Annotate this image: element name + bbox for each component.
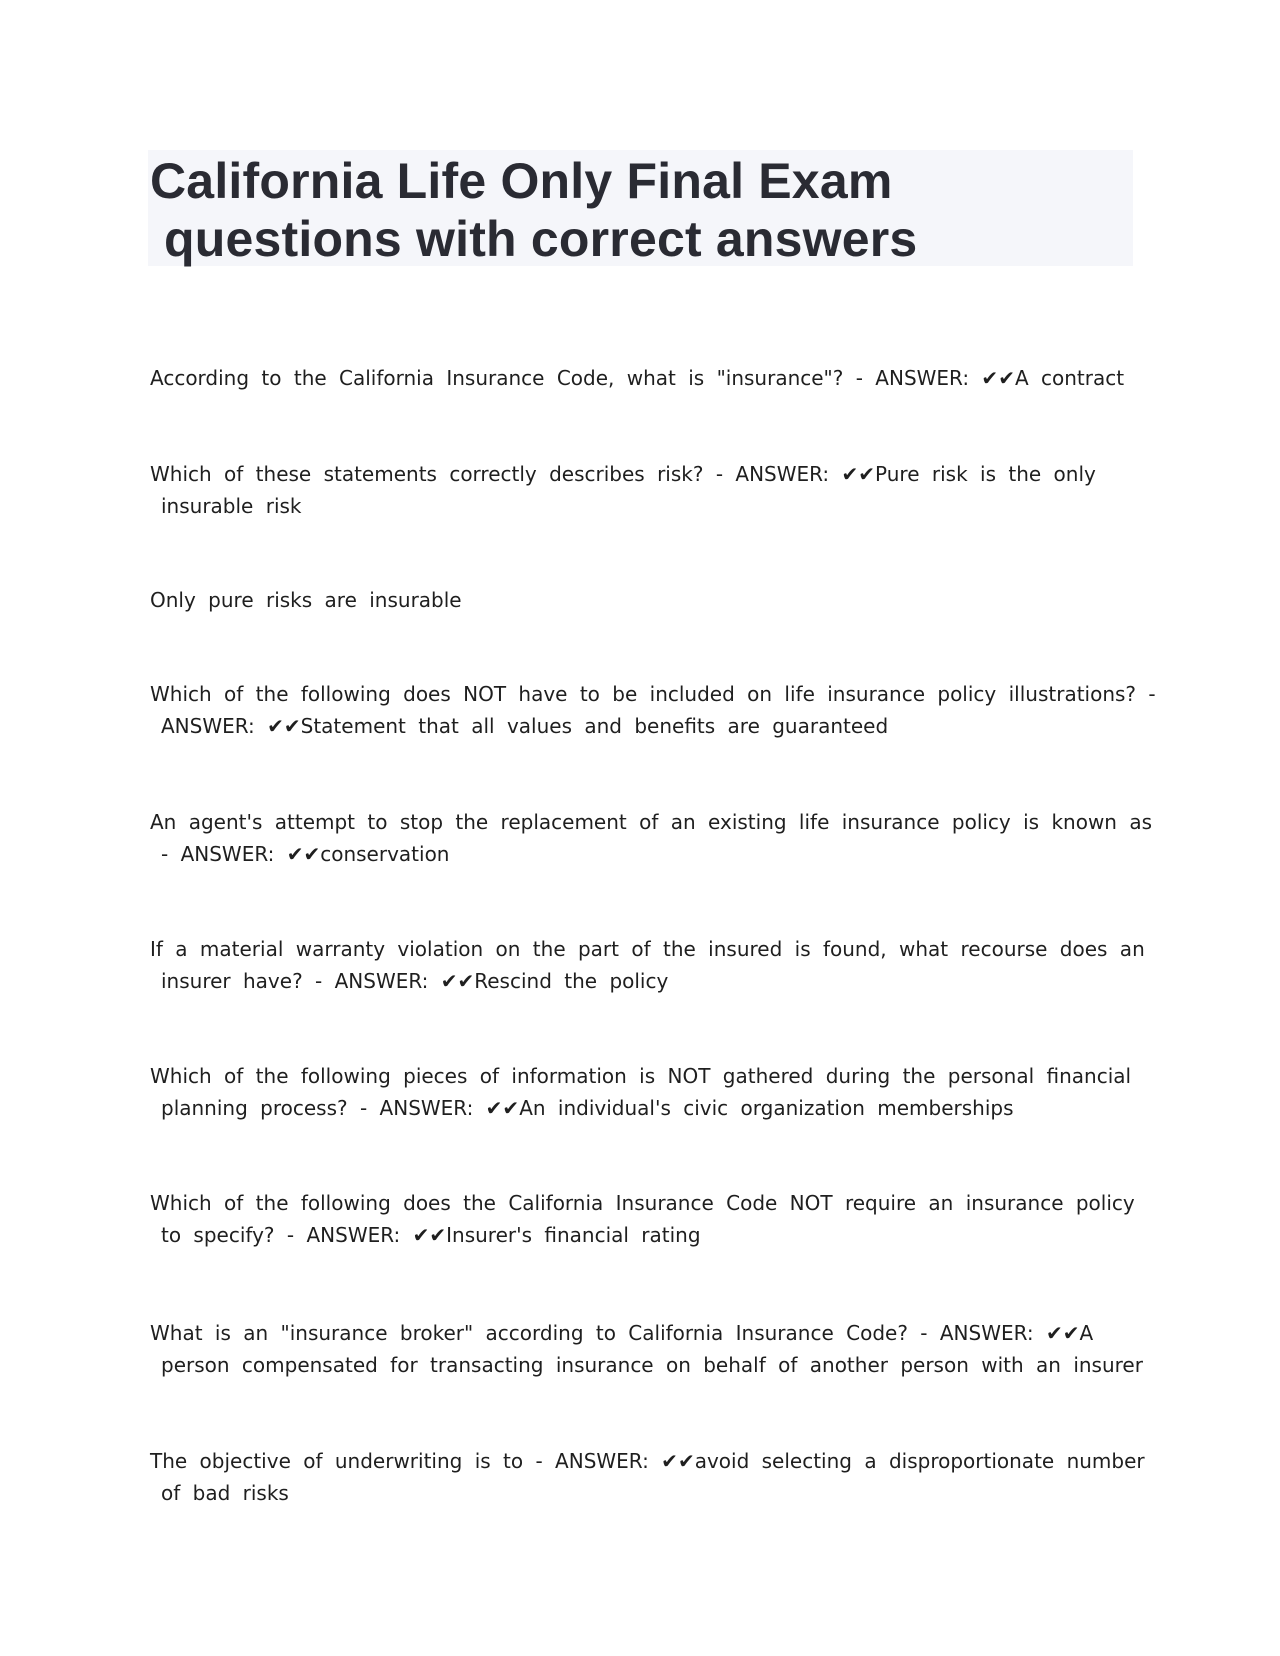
- title-banner: [148, 150, 1133, 266]
- qa-text-continued: person compensated for transacting insurance on behalf of another person with an insurer: [161, 1353, 1143, 1377]
- qa-text: According to the California Insurance Code, what is "insurance"? - ANSWER: ✔✔A contract: [150, 366, 1125, 390]
- qa-item-10: [150, 1445, 1145, 1509]
- qa-item-2: [150, 458, 1130, 522]
- qa-item-1: [150, 362, 1130, 394]
- qa-text: Only pure risks are insurable: [150, 588, 462, 612]
- qa-text-continued: to specify? - ANSWER: ✔✔Insurer's financial rating: [161, 1223, 701, 1247]
- qa-text-continued: insurer have? - ANSWER: ✔✔Rescind the policy: [161, 969, 669, 993]
- qa-text-continued: planning process? - ANSWER: ✔✔An individual's civic organization memberships: [161, 1096, 1014, 1120]
- qa-text: If a material warranty violation on the part of the insured is found, what recourse does an: [150, 937, 1145, 961]
- qa-text-continued: of bad risks: [161, 1481, 289, 1505]
- qa-item-8: [150, 1187, 1135, 1251]
- page-title: [150, 152, 917, 268]
- qa-text: Which of these statements correctly describes risk? - ANSWER: ✔✔Pure risk is the only: [150, 462, 1096, 486]
- title-line-1: California Life Only Final Exam: [150, 153, 893, 209]
- qa-text-continued: - ANSWER: ✔✔conservation: [161, 842, 450, 866]
- qa-text: The objective of underwriting is to - ANSWER: ✔✔avoid selecting a disproportionate number: [150, 1449, 1145, 1473]
- qa-item-4: [150, 678, 1156, 742]
- qa-text: Which of the following does the California Insurance Code NOT require an insurance policy: [150, 1191, 1135, 1215]
- title-line-2: questions with correct answers: [164, 211, 918, 267]
- qa-text: Which of the following does NOT have to be included on life insurance policy illustrations? -: [150, 682, 1156, 706]
- qa-text-continued: insurable risk: [161, 494, 302, 518]
- qa-text-continued: ANSWER: ✔✔Statement that all values and benefits are guaranteed: [161, 714, 889, 738]
- qa-item-3: [150, 584, 1130, 616]
- qa-text: An agent's attempt to stop the replacement of an existing life insurance policy is known as: [150, 810, 1153, 834]
- qa-text: What is an "insurance broker" according to California Insurance Code? - ANSWER: ✔✔A: [150, 1321, 1094, 1345]
- qa-item-6: [150, 933, 1145, 997]
- qa-item-7: [150, 1060, 1130, 1124]
- qa-item-5: [150, 806, 1153, 870]
- qa-text: Which of the following pieces of information is NOT gathered during the personal financial: [150, 1064, 1132, 1088]
- qa-item-9: [150, 1317, 1143, 1381]
